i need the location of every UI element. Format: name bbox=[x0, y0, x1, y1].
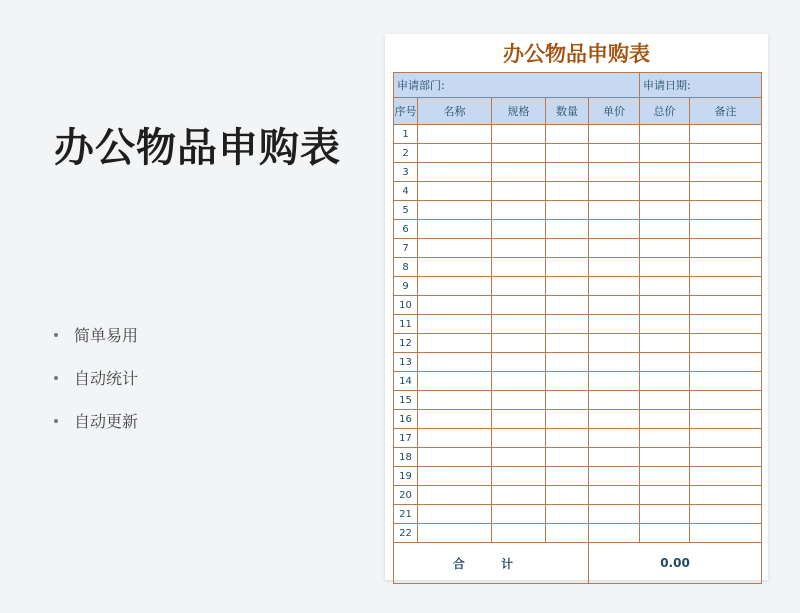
table-cell[interactable] bbox=[589, 372, 640, 391]
table-cell[interactable] bbox=[492, 163, 546, 182]
table-cell[interactable] bbox=[492, 201, 546, 220]
table-cell[interactable] bbox=[589, 524, 640, 543]
table-cell[interactable] bbox=[690, 391, 762, 410]
row-number: 18 bbox=[394, 448, 418, 467]
table-cell[interactable] bbox=[640, 448, 690, 467]
table-row bbox=[394, 239, 762, 258]
table-cell[interactable] bbox=[492, 334, 546, 353]
table-cell[interactable] bbox=[492, 410, 546, 429]
table-cell[interactable] bbox=[640, 467, 690, 486]
table-cell[interactable] bbox=[589, 334, 640, 353]
table-cell[interactable] bbox=[640, 220, 690, 239]
feature-item bbox=[54, 399, 138, 442]
table-cell[interactable] bbox=[492, 486, 546, 505]
table-cell[interactable] bbox=[492, 448, 546, 467]
table-row bbox=[394, 391, 762, 410]
table-cell[interactable] bbox=[690, 144, 762, 163]
row-number: 7 bbox=[394, 239, 418, 258]
table-cell[interactable] bbox=[690, 448, 762, 467]
column-header: 数量 bbox=[546, 98, 589, 125]
row-number: 15 bbox=[394, 391, 418, 410]
table-cell[interactable] bbox=[418, 505, 492, 524]
table-cell[interactable] bbox=[640, 239, 690, 258]
table-cell[interactable] bbox=[418, 467, 492, 486]
table-cell[interactable] bbox=[418, 201, 492, 220]
table-cell[interactable] bbox=[640, 372, 690, 391]
table-cell[interactable] bbox=[418, 144, 492, 163]
table-row bbox=[394, 163, 762, 182]
table-cell[interactable] bbox=[418, 182, 492, 201]
table-row bbox=[394, 410, 762, 429]
bullet-icon bbox=[54, 419, 58, 423]
table-cell[interactable] bbox=[492, 315, 546, 334]
table-cell[interactable] bbox=[418, 315, 492, 334]
table-cell[interactable] bbox=[418, 334, 492, 353]
table-cell[interactable] bbox=[546, 201, 589, 220]
row-number: 6 bbox=[394, 220, 418, 239]
table-cell[interactable] bbox=[546, 391, 589, 410]
table-row bbox=[394, 486, 762, 505]
page-heading: 办公物品申购表 bbox=[54, 125, 341, 171]
table-cell[interactable] bbox=[418, 220, 492, 239]
table-cell[interactable] bbox=[546, 410, 589, 429]
table-cell[interactable] bbox=[492, 391, 546, 410]
table-cell[interactable] bbox=[589, 258, 640, 277]
feature-label: 自动统计 bbox=[74, 369, 139, 388]
form-preview bbox=[385, 34, 768, 580]
table-cell[interactable] bbox=[690, 220, 762, 239]
table-row bbox=[394, 505, 762, 524]
table-cell[interactable] bbox=[589, 144, 640, 163]
table-row bbox=[394, 144, 762, 163]
table-cell[interactable] bbox=[546, 277, 589, 296]
table-cell[interactable] bbox=[690, 505, 762, 524]
table-cell[interactable] bbox=[589, 296, 640, 315]
table-cell[interactable] bbox=[690, 334, 762, 353]
table-cell[interactable] bbox=[690, 410, 762, 429]
table-cell[interactable] bbox=[589, 277, 640, 296]
table-cell[interactable] bbox=[418, 391, 492, 410]
row-number: 8 bbox=[394, 258, 418, 277]
table-cell[interactable] bbox=[546, 144, 589, 163]
table-cell[interactable] bbox=[492, 258, 546, 277]
table-row bbox=[394, 220, 762, 239]
table-cell[interactable] bbox=[690, 524, 762, 543]
table-cell[interactable] bbox=[640, 353, 690, 372]
feature-item bbox=[54, 313, 138, 356]
table-row bbox=[394, 467, 762, 486]
table-cell[interactable] bbox=[492, 296, 546, 315]
table-cell[interactable] bbox=[546, 220, 589, 239]
table-cell[interactable] bbox=[589, 125, 640, 144]
table-cell[interactable] bbox=[546, 429, 589, 448]
row-number: 4 bbox=[394, 182, 418, 201]
info-row bbox=[394, 73, 762, 98]
table-cell[interactable] bbox=[640, 201, 690, 220]
row-number: 19 bbox=[394, 467, 418, 486]
row-number: 13 bbox=[394, 353, 418, 372]
feature-list bbox=[54, 313, 138, 442]
table-cell[interactable] bbox=[640, 315, 690, 334]
table-cell[interactable] bbox=[546, 524, 589, 543]
bullet-icon bbox=[54, 333, 58, 337]
table-cell[interactable] bbox=[589, 486, 640, 505]
table-cell[interactable] bbox=[640, 277, 690, 296]
column-header: 备注 bbox=[690, 98, 762, 125]
table-cell[interactable] bbox=[418, 258, 492, 277]
table-cell[interactable] bbox=[546, 372, 589, 391]
table-row bbox=[394, 296, 762, 315]
table-cell[interactable] bbox=[492, 353, 546, 372]
table-cell[interactable] bbox=[546, 467, 589, 486]
table-cell[interactable] bbox=[690, 125, 762, 144]
row-number: 9 bbox=[394, 277, 418, 296]
table-cell[interactable] bbox=[418, 524, 492, 543]
row-number: 22 bbox=[394, 524, 418, 543]
table-cell[interactable] bbox=[492, 372, 546, 391]
date-field[interactable]: 申请日期: bbox=[640, 73, 762, 98]
table-cell[interactable] bbox=[690, 372, 762, 391]
feature-label: 自动更新 bbox=[74, 412, 139, 431]
feature-item bbox=[54, 356, 138, 399]
table-cell[interactable] bbox=[589, 182, 640, 201]
table-cell[interactable] bbox=[589, 315, 640, 334]
header-row bbox=[394, 98, 762, 125]
table-row bbox=[394, 258, 762, 277]
table-cell[interactable] bbox=[418, 448, 492, 467]
table-cell[interactable] bbox=[640, 486, 690, 505]
row-number: 11 bbox=[394, 315, 418, 334]
table-cell[interactable] bbox=[589, 410, 640, 429]
column-header: 总价 bbox=[640, 98, 690, 125]
total-label: 合 计 bbox=[394, 543, 589, 584]
table-cell[interactable] bbox=[492, 220, 546, 239]
table-cell[interactable] bbox=[589, 220, 640, 239]
row-number: 5 bbox=[394, 201, 418, 220]
table-row bbox=[394, 372, 762, 391]
table-cell[interactable] bbox=[690, 353, 762, 372]
table-cell[interactable] bbox=[690, 277, 762, 296]
row-number: 10 bbox=[394, 296, 418, 315]
table-cell[interactable] bbox=[492, 144, 546, 163]
table-row bbox=[394, 182, 762, 201]
table-cell[interactable] bbox=[589, 429, 640, 448]
table-cell[interactable] bbox=[418, 239, 492, 258]
row-number: 16 bbox=[394, 410, 418, 429]
table-cell[interactable] bbox=[546, 125, 589, 144]
row-number: 21 bbox=[394, 505, 418, 524]
table-cell[interactable] bbox=[640, 524, 690, 543]
department-field[interactable]: 申请部门: bbox=[394, 73, 640, 98]
table-cell[interactable] bbox=[546, 182, 589, 201]
table-cell[interactable] bbox=[640, 125, 690, 144]
row-number: 20 bbox=[394, 486, 418, 505]
form-title: 办公物品申购表 bbox=[503, 42, 650, 66]
table-cell[interactable] bbox=[546, 486, 589, 505]
table-cell[interactable] bbox=[589, 353, 640, 372]
table-cell[interactable] bbox=[492, 429, 546, 448]
row-number: 14 bbox=[394, 372, 418, 391]
table-row bbox=[394, 125, 762, 144]
table-row bbox=[394, 201, 762, 220]
table-cell[interactable] bbox=[690, 182, 762, 201]
table-cell[interactable] bbox=[418, 486, 492, 505]
table-cell[interactable] bbox=[690, 201, 762, 220]
table-cell[interactable] bbox=[589, 448, 640, 467]
table-cell[interactable] bbox=[418, 353, 492, 372]
table-row bbox=[394, 429, 762, 448]
table-cell[interactable] bbox=[690, 486, 762, 505]
total-row bbox=[394, 543, 762, 584]
row-number: 12 bbox=[394, 334, 418, 353]
feature-label: 简单易用 bbox=[74, 326, 139, 345]
column-header: 规格 bbox=[492, 98, 546, 125]
column-header: 单价 bbox=[589, 98, 640, 125]
table-cell[interactable] bbox=[492, 524, 546, 543]
table-row bbox=[394, 524, 762, 543]
table-cell[interactable] bbox=[640, 296, 690, 315]
table-cell[interactable] bbox=[418, 410, 492, 429]
table-cell[interactable] bbox=[690, 258, 762, 277]
row-number: 17 bbox=[394, 429, 418, 448]
table-cell[interactable] bbox=[546, 448, 589, 467]
table-cell[interactable] bbox=[640, 163, 690, 182]
total-value: 0.00 bbox=[589, 543, 762, 584]
table-cell[interactable] bbox=[589, 391, 640, 410]
table-cell[interactable] bbox=[640, 391, 690, 410]
bullet-icon bbox=[54, 376, 58, 380]
table-cell[interactable] bbox=[640, 144, 690, 163]
table-cell[interactable] bbox=[640, 182, 690, 201]
table-cell[interactable] bbox=[492, 277, 546, 296]
purchase-table bbox=[393, 72, 762, 584]
table-row bbox=[394, 277, 762, 296]
table-cell[interactable] bbox=[690, 163, 762, 182]
row-number: 2 bbox=[394, 144, 418, 163]
table-cell[interactable] bbox=[546, 334, 589, 353]
table-cell[interactable] bbox=[640, 505, 690, 524]
table-cell[interactable] bbox=[640, 410, 690, 429]
table-cell[interactable] bbox=[690, 315, 762, 334]
table-cell[interactable] bbox=[418, 296, 492, 315]
table-row bbox=[394, 315, 762, 334]
table-cell[interactable] bbox=[690, 429, 762, 448]
column-header: 名称 bbox=[418, 98, 492, 125]
table-cell[interactable] bbox=[690, 467, 762, 486]
table-cell[interactable] bbox=[418, 125, 492, 144]
table-cell[interactable] bbox=[492, 467, 546, 486]
table-cell[interactable] bbox=[589, 163, 640, 182]
table-cell[interactable] bbox=[589, 467, 640, 486]
table-cell[interactable] bbox=[492, 239, 546, 258]
table-cell[interactable] bbox=[589, 505, 640, 524]
row-number: 3 bbox=[394, 163, 418, 182]
column-header: 序号 bbox=[394, 98, 418, 125]
table-cell[interactable] bbox=[589, 239, 640, 258]
table-cell[interactable] bbox=[546, 353, 589, 372]
table-row bbox=[394, 334, 762, 353]
table-cell[interactable] bbox=[418, 277, 492, 296]
table-cell[interactable] bbox=[690, 239, 762, 258]
table-cell[interactable] bbox=[492, 182, 546, 201]
table-cell[interactable] bbox=[546, 315, 589, 334]
table-cell[interactable] bbox=[546, 258, 589, 277]
table-cell[interactable] bbox=[546, 163, 589, 182]
table-cell[interactable] bbox=[418, 163, 492, 182]
table-cell[interactable] bbox=[546, 239, 589, 258]
table-row bbox=[394, 448, 762, 467]
table-row bbox=[394, 353, 762, 372]
row-number: 1 bbox=[394, 125, 418, 144]
table-cell[interactable] bbox=[546, 296, 589, 315]
table-cell[interactable] bbox=[492, 505, 546, 524]
table-cell[interactable] bbox=[589, 201, 640, 220]
table-cell[interactable] bbox=[418, 372, 492, 391]
table-cell[interactable] bbox=[640, 334, 690, 353]
table-cell[interactable] bbox=[690, 296, 762, 315]
table-cell[interactable] bbox=[640, 429, 690, 448]
table-cell[interactable] bbox=[546, 505, 589, 524]
table-cell[interactable] bbox=[418, 429, 492, 448]
table-cell[interactable] bbox=[492, 125, 546, 144]
table-cell[interactable] bbox=[640, 258, 690, 277]
